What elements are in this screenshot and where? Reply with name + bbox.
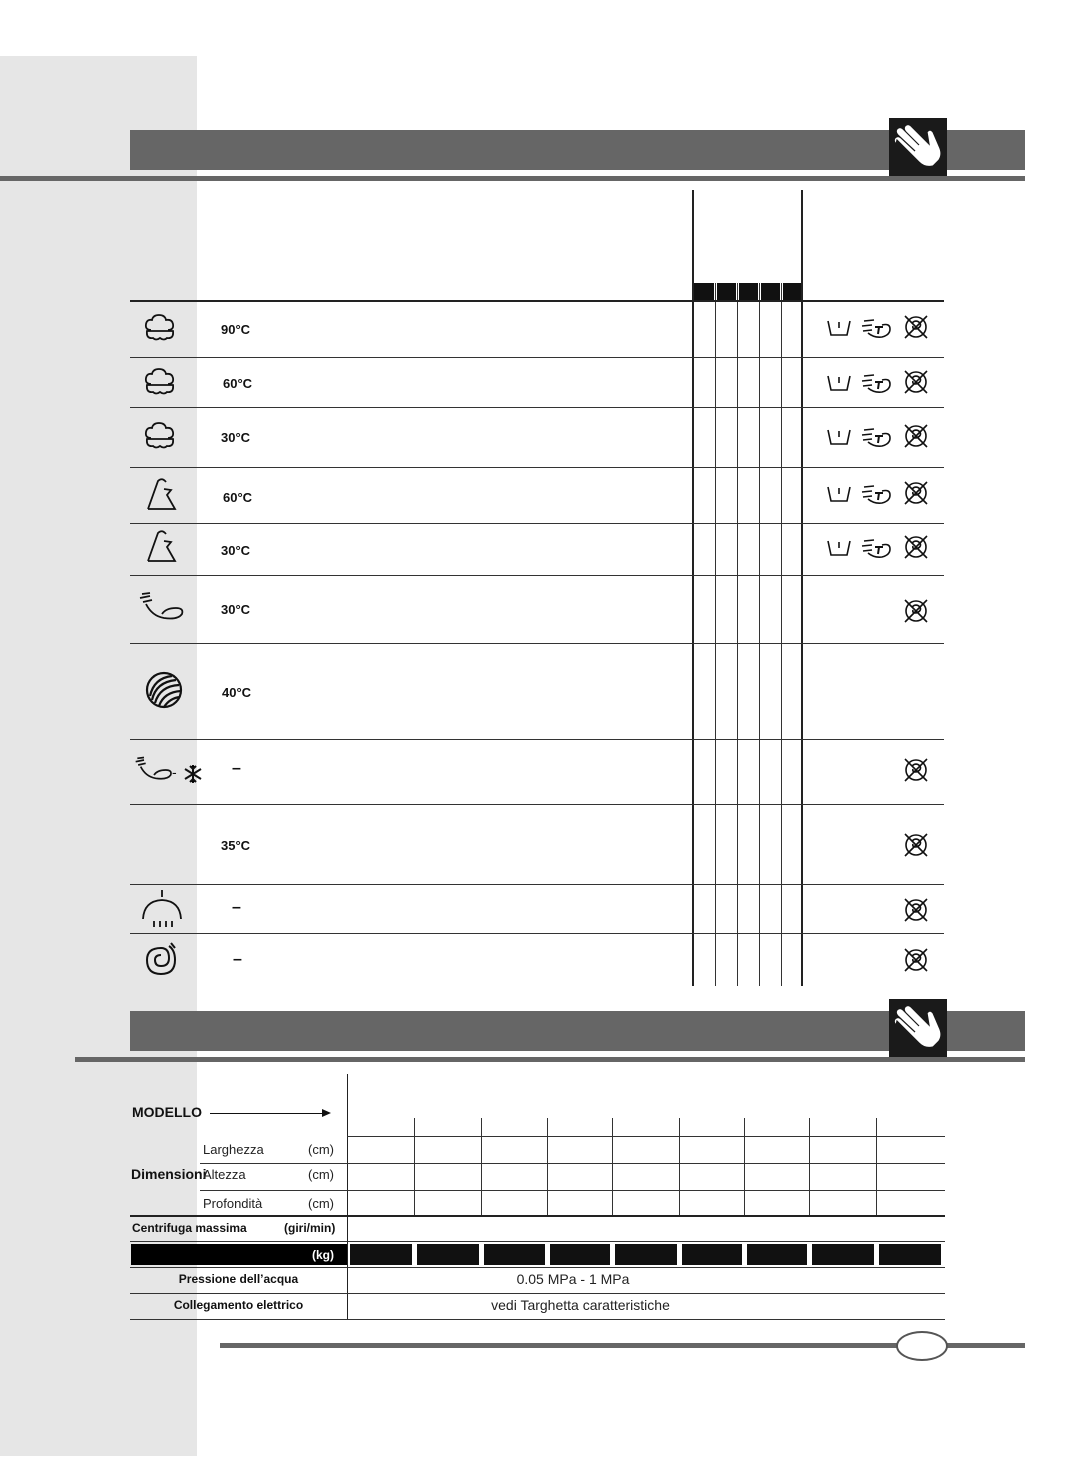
section-header-underline: [0, 176, 1025, 181]
column-line: [679, 1118, 680, 1216]
program-temperature: 90°C: [221, 322, 251, 337]
unit-cm: (cm): [308, 1167, 334, 1182]
water-pressure-label: Pressione dell’acqua: [178, 1272, 299, 1286]
column-line: [414, 1118, 415, 1216]
unit-cm: (cm): [308, 1142, 334, 1157]
row-separator: [200, 1163, 945, 1164]
table-header-line: [130, 300, 944, 302]
row-separator: [130, 933, 944, 934]
column-line: [809, 1118, 810, 1216]
depth-label: Profondità: [203, 1196, 263, 1211]
no-spin-icon: [903, 314, 929, 340]
easy-iron-icon: [860, 483, 892, 505]
column-line: [744, 1118, 745, 1216]
row-separator: [130, 407, 944, 408]
cotton-icon: [143, 368, 177, 396]
no-spin-icon: [903, 598, 929, 624]
model-label: MODELLO: [132, 1104, 202, 1120]
prewash-icon: [826, 318, 852, 338]
row-separator: [130, 1215, 945, 1217]
section-header-underline: [75, 1057, 1025, 1062]
electrical-value: vedi Targhetta caratteristiche: [491, 1297, 670, 1313]
column-line: [612, 1118, 613, 1216]
row-separator: [130, 1241, 945, 1242]
row-separator: [130, 523, 944, 524]
water-pressure-value: 0.05 MPa - 1 MPa: [516, 1271, 630, 1287]
row-separator: [130, 1267, 945, 1268]
capacity-cell: [484, 1244, 545, 1265]
prewash-icon: [826, 427, 852, 447]
program-temperature: 30°C: [221, 543, 251, 558]
delicate-icon: [138, 592, 186, 624]
width-label: Larghezza: [203, 1142, 264, 1157]
icon-separator: -: [172, 764, 177, 780]
arrow-right-icon: [322, 1109, 331, 1117]
easy-iron-icon: [860, 537, 892, 559]
row-separator: [130, 467, 944, 468]
dimensions-label: Dimensioni: [131, 1166, 207, 1182]
column-line: [481, 1118, 482, 1216]
max-spin-label: Centrifuga massima: [132, 1221, 247, 1235]
program-temperature: 60°C: [223, 376, 253, 391]
column-line: [876, 1118, 877, 1216]
rinse-icon: [140, 889, 184, 929]
program-temperature: 35°C: [221, 838, 251, 853]
column-header-square: [783, 283, 801, 301]
program-temperature: 30°C: [221, 602, 251, 617]
hand-icon: [889, 118, 947, 176]
row-separator: [130, 1319, 945, 1320]
model-arrow-line: [210, 1113, 324, 1114]
capacity-cell: [879, 1244, 941, 1265]
program-temperature: –: [232, 760, 241, 777]
row-separator: [130, 643, 944, 644]
no-spin-icon: [903, 947, 929, 973]
program-temperature: –: [233, 951, 242, 968]
easy-iron-icon: [860, 317, 892, 339]
no-spin-icon: [903, 832, 929, 858]
column-line: [781, 283, 782, 986]
column-header-square: [739, 283, 758, 301]
row-separator: [130, 804, 944, 805]
synthetic-icon: [145, 478, 179, 512]
no-spin-icon: [903, 480, 929, 506]
capacity-cell: [615, 1244, 677, 1265]
row-separator: [347, 1136, 945, 1137]
table-divider: [801, 190, 803, 986]
easy-iron-icon: [860, 372, 892, 394]
cotton-icon: [143, 314, 177, 342]
column-line: [547, 1118, 548, 1216]
no-spin-icon: [903, 423, 929, 449]
wool-icon: [144, 670, 184, 710]
unit-kg: (kg): [312, 1248, 334, 1262]
column-line: [737, 283, 738, 986]
program-temperature: 60°C: [223, 490, 253, 505]
column-line: [715, 283, 716, 986]
no-spin-icon: [903, 897, 929, 923]
row-separator: [130, 357, 944, 358]
table-divider: [692, 190, 694, 986]
electrical-label: Collegamento elettrico: [173, 1298, 304, 1312]
delicate-icon: [134, 756, 174, 784]
hand-icon: [889, 999, 947, 1057]
height-label: Altezza: [203, 1167, 246, 1182]
program-temperature: 30°C: [221, 430, 251, 445]
capacity-cell: [350, 1244, 412, 1265]
synthetic-icon: [145, 530, 179, 564]
unit-cm: (cm): [308, 1196, 334, 1211]
column-header-square: [717, 283, 736, 301]
prewash-icon: [826, 484, 852, 504]
row-separator: [130, 1293, 945, 1294]
page-number-oval: [896, 1331, 948, 1361]
snowflake-icon: [183, 764, 203, 784]
prewash-icon: [826, 373, 852, 393]
spin-icon: [141, 940, 183, 980]
row-separator: [130, 575, 944, 576]
capacity-cell: [417, 1244, 479, 1265]
capacity-cell: [812, 1244, 874, 1265]
no-spin-icon: [903, 534, 929, 560]
capacity-cell: [550, 1244, 610, 1265]
column-line: [759, 283, 760, 986]
row-separator: [130, 884, 944, 885]
no-spin-icon: [903, 369, 929, 395]
column-header-square: [761, 283, 780, 301]
program-temperature: 40°C: [222, 685, 252, 700]
unit-rpm: (giri/min): [284, 1221, 336, 1235]
prewash-icon: [826, 538, 852, 558]
no-spin-icon: [903, 757, 929, 783]
column-header-square: [694, 283, 714, 301]
easy-iron-icon: [860, 426, 892, 448]
row-separator: [200, 1190, 945, 1191]
program-temperature: –: [232, 899, 241, 916]
capacity-cell: [747, 1244, 807, 1265]
capacity-cell: [682, 1244, 742, 1265]
cotton-icon: [143, 422, 177, 450]
row-separator: [130, 739, 944, 740]
